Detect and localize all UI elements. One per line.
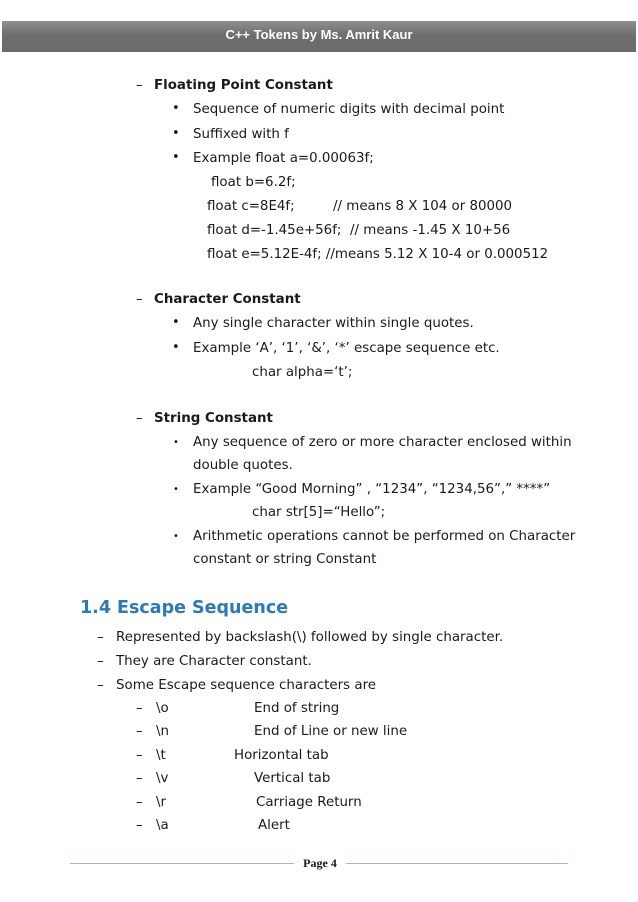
floating-example-b: float b=6.2f; [211, 175, 296, 190]
escape-point-1: Represented by backslash(\) followed by single character. [116, 630, 504, 645]
dash-marker: – [136, 748, 143, 763]
bullet-marker: • [173, 437, 179, 448]
floating-example-c: float c=8E4f; [207, 199, 295, 214]
dash-marker: – [136, 701, 143, 716]
string-bullet-3-line-2: constant or string Constant [193, 552, 377, 567]
floating-bullet-1: Sequence of numeric digits with decimal point [193, 102, 505, 117]
section-number: 1.4 [80, 598, 112, 618]
floating-heading: Floating Point Constant [154, 78, 333, 93]
dash-marker: – [97, 630, 104, 645]
string-example: char str[5]=“Hello”; [252, 505, 386, 520]
escape-code: \v [156, 771, 169, 786]
floating-example-d: float d=-1.45e+56f; [207, 223, 342, 238]
floating-bullet-3: Example float a=0.00063f; [193, 151, 374, 166]
escape-description: End of string [254, 701, 340, 716]
character-bullet-1: Any single character within single quotes. [193, 316, 474, 331]
character-bullet-2: Example ‘A’, ‘1’, ‘&’, ‘*’ escape sequence etc. [193, 341, 500, 356]
escape-code: \a [156, 818, 169, 833]
footer-rule-left [70, 863, 294, 864]
floating-example-c-comment: // means 8 X 104 or 80000 [333, 199, 513, 214]
dash-marker: – [136, 795, 143, 810]
escape-code: \t [156, 748, 166, 763]
floating-example-e: float e=5.12E-4f; //means 5.12 X 10-4 or 0.000512 [207, 247, 549, 262]
escape-description: End of Line or new line [254, 724, 408, 739]
escape-description: Alert [258, 818, 290, 833]
floating-example-d-comment: // means -1.45 X 10+56 [350, 223, 511, 238]
section-heading [80, 598, 288, 618]
bullet-marker: • [173, 531, 179, 542]
dash-marker: – [136, 292, 143, 307]
string-heading: String Constant [154, 411, 273, 426]
string-bullet-1-line-1: Any sequence of zero or more character enclosed within [193, 435, 572, 450]
bullet-marker: • [172, 126, 180, 141]
dash-marker: – [97, 654, 104, 669]
dash-marker: – [136, 411, 143, 426]
bullet-marker: • [172, 150, 180, 165]
escape-description: Horizontal tab [234, 748, 329, 763]
dash-marker: – [136, 78, 143, 93]
header-title: C++ Tokens by Ms. Amrit Kaur [225, 27, 413, 42]
page-header [2, 21, 636, 52]
footer-rule-right [346, 863, 568, 864]
bullet-marker: • [172, 315, 180, 330]
page-number: Page 4 [303, 856, 337, 870]
dash-marker: – [136, 724, 143, 739]
floating-bullet-2: Suffixed with f [193, 127, 289, 142]
string-bullet-2: Example “Good Morning” , “1234”, “1234,56”,” ****” [193, 482, 551, 497]
bullet-marker: • [173, 484, 179, 495]
bullet-marker: • [172, 101, 180, 116]
string-bullet-3-line-1: Arithmetic operations cannot be performed on Character [193, 529, 576, 544]
escape-code: \o [156, 701, 169, 716]
escape-code: \n [156, 724, 169, 739]
escape-description: Carriage Return [256, 795, 362, 810]
escape-code: \r [156, 795, 167, 810]
dash-marker: – [136, 818, 143, 833]
character-example: char alpha=‘t’; [252, 365, 353, 380]
escape-description: Vertical tab [254, 771, 331, 786]
string-bullet-1-line-2: double quotes. [193, 458, 293, 473]
section-title: Escape Sequence [117, 598, 289, 618]
escape-point-3: Some Escape sequence characters are [116, 678, 377, 693]
dash-marker: – [136, 771, 143, 786]
dash-marker: – [97, 678, 104, 693]
escape-point-2: They are Character constant. [116, 654, 312, 669]
character-heading: Character Constant [154, 292, 301, 307]
bullet-marker: • [172, 340, 180, 355]
